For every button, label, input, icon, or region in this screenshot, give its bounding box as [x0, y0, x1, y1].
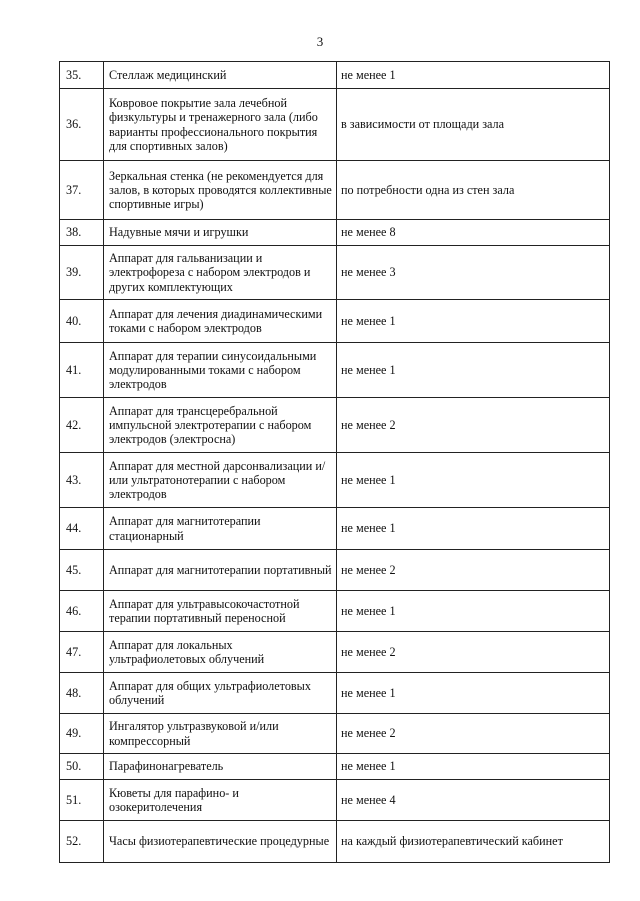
table-row — [60, 220, 610, 246]
row-number: 45. — [60, 550, 104, 591]
table-row — [60, 714, 610, 754]
item-name: Аппарат для гальванизации и электрофореза с набором электродов и других комплектующих — [104, 246, 337, 300]
table-row — [60, 821, 610, 863]
row-number: 35. — [60, 62, 104, 89]
item-name: Аппарат для трансцеребральной импульсной электротерапии с набором электродов (электросна) — [104, 398, 337, 453]
table-row — [60, 591, 610, 632]
item-name: Зеркальная стенка (не рекомендуется для залов, в которых проводятся коллективные спортивные игры) — [104, 161, 337, 220]
row-number: 36. — [60, 89, 104, 161]
table-row — [60, 246, 610, 300]
row-number: 40. — [60, 300, 104, 343]
item-name: Парафинонагреватель — [104, 754, 337, 780]
equipment-table — [59, 61, 610, 863]
row-number: 39. — [60, 246, 104, 300]
item-quantity: не менее 2 — [337, 714, 610, 754]
row-number: 41. — [60, 343, 104, 398]
table-row — [60, 300, 610, 343]
table-row — [60, 673, 610, 714]
page-number: 3 — [316, 34, 324, 49]
item-quantity: не менее 8 — [337, 220, 610, 246]
item-quantity: не менее 1 — [337, 508, 610, 550]
item-name: Ковровое покрытие зала лечебной физкультуры и тренажерного зала (либо варианты профессионального покрытия для спортивных залов) — [104, 89, 337, 161]
row-number: 44. — [60, 508, 104, 550]
item-name: Кюветы для парафино- и озокеритолечения — [104, 780, 337, 821]
item-name: Стеллаж медицинский — [104, 62, 337, 89]
item-quantity: не менее 2 — [337, 398, 610, 453]
table-row — [60, 89, 610, 161]
item-name: Надувные мячи и игрушки — [104, 220, 337, 246]
item-quantity: не менее 1 — [337, 300, 610, 343]
item-quantity: на каждый физиотерапевтический кабинет — [337, 821, 610, 863]
table-row — [60, 632, 610, 673]
row-number: 46. — [60, 591, 104, 632]
item-name: Аппарат для местной дарсонвализации и/или ультратонотерапии с набором электродов — [104, 453, 337, 508]
item-quantity: не менее 2 — [337, 550, 610, 591]
table-row — [60, 161, 610, 220]
item-quantity: не менее 3 — [337, 246, 610, 300]
item-name: Аппарат для общих ультрафиолетовых облучений — [104, 673, 337, 714]
row-number: 43. — [60, 453, 104, 508]
table-row — [60, 550, 610, 591]
row-number: 50. — [60, 754, 104, 780]
table-row — [60, 62, 610, 89]
table-row — [60, 508, 610, 550]
item-quantity: не менее 1 — [337, 62, 610, 89]
row-number: 42. — [60, 398, 104, 453]
item-name: Аппарат для терапии синусоидальными модулированными токами с набором электродов — [104, 343, 337, 398]
item-name: Аппарат для локальных ультрафиолетовых облучений — [104, 632, 337, 673]
item-name: Аппарат для ультравысокочастотной терапии портативный переносной — [104, 591, 337, 632]
item-name: Часы физиотерапевтические процедурные — [104, 821, 337, 863]
item-name: Ингалятор ультразвуковой и/или компрессорный — [104, 714, 337, 754]
item-name: Аппарат для магнитотерапии портативный — [104, 550, 337, 591]
row-number: 48. — [60, 673, 104, 714]
item-quantity: не менее 1 — [337, 673, 610, 714]
table-row — [60, 780, 610, 821]
row-number: 52. — [60, 821, 104, 863]
row-number: 38. — [60, 220, 104, 246]
table-row — [60, 453, 610, 508]
row-number: 37. — [60, 161, 104, 220]
row-number: 51. — [60, 780, 104, 821]
item-quantity: не менее 1 — [337, 453, 610, 508]
item-quantity: не менее 2 — [337, 632, 610, 673]
row-number: 49. — [60, 714, 104, 754]
item-quantity: в зависимости от площади зала — [337, 89, 610, 161]
item-quantity: не менее 1 — [337, 343, 610, 398]
item-name: Аппарат для лечения диадинамическими токами с набором электродов — [104, 300, 337, 343]
table-row — [60, 754, 610, 780]
item-quantity: не менее 4 — [337, 780, 610, 821]
table-row — [60, 398, 610, 453]
item-quantity: не менее 1 — [337, 754, 610, 780]
table-row — [60, 343, 610, 398]
item-name: Аппарат для магнитотерапии стационарный — [104, 508, 337, 550]
item-quantity: не менее 1 — [337, 591, 610, 632]
item-quantity: по потребности одна из стен зала — [337, 161, 610, 220]
row-number: 47. — [60, 632, 104, 673]
